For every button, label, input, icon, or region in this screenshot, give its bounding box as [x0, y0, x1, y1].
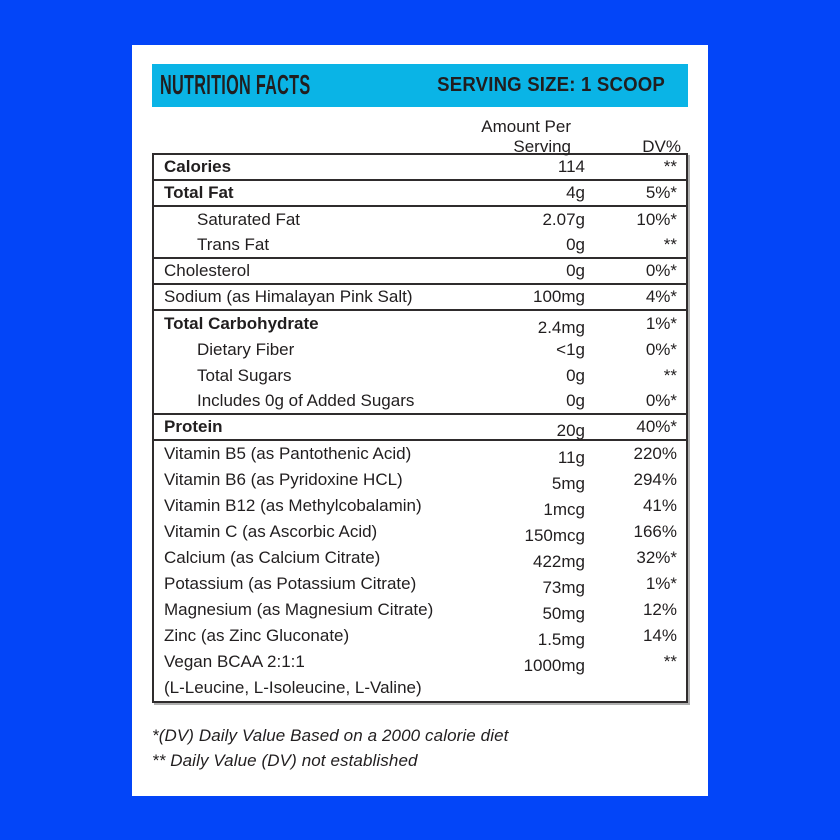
table-row: [154, 623, 686, 649]
nutrient-label: Dietary Fiber: [197, 340, 295, 359]
table-row: [154, 493, 686, 519]
table-row: [154, 311, 686, 337]
nutrient-dv: 1%*: [645, 574, 677, 593]
nutrient-amount: 114: [557, 157, 585, 176]
table-row: [154, 233, 686, 259]
column-headers: [152, 116, 688, 156]
nutrient-label: Calories: [164, 157, 232, 176]
nutrient-amount: 2.4mg: [537, 318, 585, 337]
table-row: [154, 259, 686, 285]
table-row: [154, 545, 686, 571]
nutrient-amount: 73mg: [542, 578, 585, 597]
dv-header: DV%: [642, 136, 681, 156]
table-row: [154, 675, 686, 701]
nutrient-amount: 0g: [566, 235, 585, 254]
nutrient-label: Vitamin B6 (as Pyridoxine HCL): [164, 470, 403, 489]
nutrient-label: Includes 0g of Added Sugars: [197, 391, 415, 410]
nutrient-amount: 11g: [557, 448, 585, 467]
nutrient-label: Protein: [164, 417, 223, 436]
nutrient-amount: 2.07g: [542, 210, 585, 229]
nutrient-label: Zinc (as Zinc Gluconate): [164, 626, 350, 645]
nutrient-dv: 32%*: [636, 548, 677, 567]
nutrient-dv: **: [663, 235, 677, 254]
nutrient-label: Cholesterol: [164, 261, 250, 280]
table-row: [154, 441, 686, 467]
footnotes: [152, 723, 688, 773]
footnote-dv-basis: *(DV) Daily Value Based on a 2000 calorie diet: [152, 725, 509, 745]
nutrient-label: Vitamin B12 (as Methylcobalamin): [164, 496, 422, 515]
nutrition-table: [152, 153, 688, 703]
nutrient-amount: 150mcg: [524, 526, 585, 545]
nutrient-label: Vitamin B5 (as Pantothenic Acid): [164, 444, 412, 463]
nutrient-dv: 1%*: [645, 314, 677, 333]
nutrient-dv: 166%: [633, 522, 677, 541]
nutrient-label: Saturated Fat: [197, 210, 301, 229]
nutrient-amount: 1.5mg: [537, 630, 585, 649]
table-row: [154, 155, 686, 181]
nutrient-amount: 100mg: [533, 287, 585, 306]
table-row: [154, 571, 686, 597]
nutrient-label: Trans Fat: [197, 235, 270, 254]
nutrient-label: Vegan BCAA 2:1:1: [164, 652, 305, 671]
footnote-dv-not-established: ** Daily Value (DV) not established: [152, 750, 418, 770]
nutrient-label: Calcium (as Calcium Citrate): [164, 548, 381, 567]
nutrient-dv: 220%: [633, 444, 677, 463]
nutrient-dv: 10%*: [636, 210, 677, 229]
nutrient-dv: **: [663, 652, 677, 671]
nutrient-dv: 0%*: [645, 391, 677, 410]
nutrient-dv: 294%: [633, 470, 677, 489]
header-banner: [152, 64, 688, 107]
nutrient-label: Magnesium (as Magnesium Citrate): [164, 600, 434, 619]
table-row: [154, 467, 686, 493]
nutrient-label: Potassium (as Potassium Citrate): [164, 574, 417, 593]
nutrient-dv: 14%: [642, 626, 677, 645]
nutrient-label: Sodium (as Himalayan Pink Salt): [164, 287, 413, 306]
nutrient-dv: 0%*: [645, 261, 677, 280]
nutrient-amount: 0g: [566, 261, 585, 280]
table-row: [154, 363, 686, 389]
table-row: [154, 181, 686, 207]
nutrient-dv: 0%*: [645, 340, 677, 359]
nutrient-dv: **: [663, 366, 677, 385]
nutrient-label: Vitamin C (as Ascorbic Acid): [164, 522, 378, 541]
table-row: [154, 415, 686, 441]
nutrient-dv: 4%*: [645, 287, 677, 306]
nutrient-dv: 41%: [642, 496, 677, 515]
nutrient-dv: **: [663, 157, 677, 176]
nutrient-dv: 5%*: [645, 183, 677, 202]
table-row: [154, 389, 686, 415]
nutrient-dv: 40%*: [636, 417, 677, 436]
nutrient-amount: 4g: [566, 183, 585, 202]
serving-size-label: SERVING SIZE: 1 SCOOP: [436, 73, 665, 96]
table-row: [154, 207, 686, 233]
table-row: [154, 597, 686, 623]
nutrient-amount: 0g: [566, 366, 585, 385]
nutrient-amount: <1g: [556, 340, 585, 359]
nutrient-amount: 1mcg: [543, 500, 585, 519]
nutrient-label: Total Carbohydrate: [164, 314, 319, 333]
table-row: [154, 285, 686, 311]
nutrient-amount: 0g: [566, 391, 585, 410]
nutrient-label: Total Fat: [164, 183, 234, 202]
nutrition-facts-title: NUTRITION FACTS: [160, 69, 311, 100]
nutrient-label: Total Sugars: [197, 366, 292, 385]
nutrient-amount: 422mg: [533, 552, 585, 571]
nutrient-amount: 50mg: [542, 604, 585, 623]
nutrient-dv: 12%: [642, 600, 677, 619]
nutrient-label: (L-Leucine, L-Isoleucine, L-Valine): [164, 678, 422, 697]
nutrient-amount: 5mg: [551, 474, 585, 493]
amount-per-serving-header: Amount Per Serving: [481, 116, 571, 156]
table-row: [154, 337, 686, 363]
nutrient-amount: 1000mg: [523, 656, 585, 675]
table-row: [154, 519, 686, 545]
nutrient-amount: 20g: [556, 421, 585, 440]
table-row: [154, 649, 686, 675]
nutrition-label-card: [132, 45, 708, 796]
